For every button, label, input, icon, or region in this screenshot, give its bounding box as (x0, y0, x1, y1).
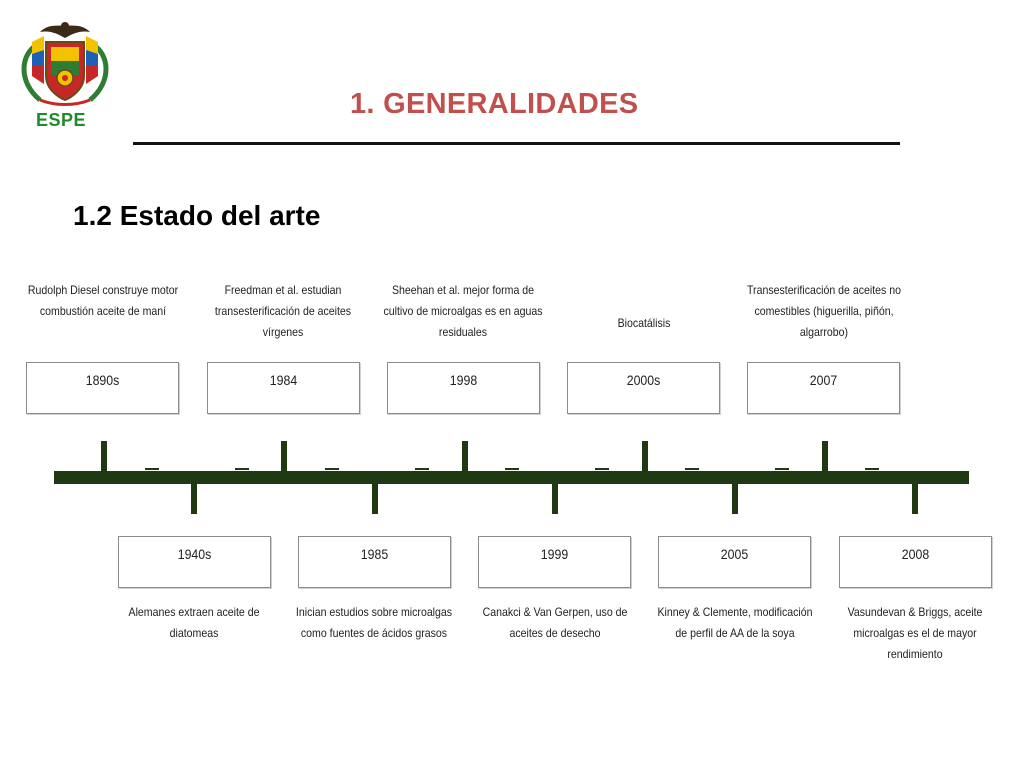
year-box (207, 362, 360, 414)
year-label: 2008 (901, 546, 930, 562)
timeline-tick (552, 482, 558, 514)
timeline-dash (235, 468, 249, 470)
year-box (747, 362, 900, 414)
timeline-tick (281, 441, 287, 473)
event-description: Canakci & Van Gerpen, uso de aceites de desecho (482, 605, 628, 640)
year-label: 1998 (449, 372, 478, 388)
timeline-dash (505, 468, 519, 470)
timeline-tick (372, 482, 378, 514)
year-box (478, 536, 631, 588)
timeline-tick (912, 482, 918, 514)
espe-label: ESPE (36, 110, 87, 130)
year-label: 1984 (269, 372, 298, 388)
event-description: Kinney & Clemente, modificación de perfil de AA de la soya (657, 605, 813, 640)
year-label: 1985 (360, 546, 389, 562)
year-box (567, 362, 720, 414)
timeline-tick (101, 441, 107, 473)
timeline-dash (145, 468, 159, 470)
timeline-tick (732, 482, 738, 514)
year-box (387, 362, 540, 414)
event-description: Vasundevan & Briggs, aceite microalgas es el de mayor rendimiento (847, 605, 983, 661)
timeline-dash (325, 468, 339, 470)
year-label: 2005 (720, 546, 749, 562)
event-description: Sheehan et al. mejor forma de cultivo de microalgas es en aguas residuales (383, 283, 543, 339)
timeline-dash (595, 468, 609, 470)
timeline-tick (462, 441, 468, 473)
timeline-dash (865, 468, 879, 470)
espe-logo-emblem (10, 14, 120, 110)
page-title: 1. GENERALIDADES (350, 88, 639, 120)
timeline-tick (642, 441, 648, 473)
timeline-dash (775, 468, 789, 470)
event-description: Alemanes extraen aceite de diatomeas (128, 605, 260, 640)
timeline-tick (822, 441, 828, 473)
year-box (298, 536, 451, 588)
event-description: Biocatálisis (617, 316, 671, 330)
year-box (118, 536, 271, 588)
timeline-dash (415, 468, 429, 470)
year-label: 2000s (626, 372, 661, 388)
timeline-tick (191, 482, 197, 514)
year-box (26, 362, 179, 414)
event-description: Freedman et al. estudian transesterificación de aceites vírgenes (214, 283, 352, 339)
event-description: Rudolph Diesel construye motor combustión aceite de maní (27, 283, 179, 318)
year-box (839, 536, 992, 588)
year-label: 1999 (540, 546, 569, 562)
title-underline (133, 142, 900, 145)
year-label: 2007 (809, 372, 838, 388)
timeline-dash (685, 468, 699, 470)
event-description: Transesterificación de aceites no comestibles (higuerilla, piñón, algarrobo) (747, 283, 901, 339)
year-label: 1940s (177, 546, 212, 562)
year-label: 1890s (85, 372, 120, 388)
event-description: Inician estudios sobre microalgas como fuentes de ácidos grasos (295, 605, 453, 640)
section-subtitle: 1.2 Estado del arte (73, 200, 321, 231)
year-box (658, 536, 811, 588)
